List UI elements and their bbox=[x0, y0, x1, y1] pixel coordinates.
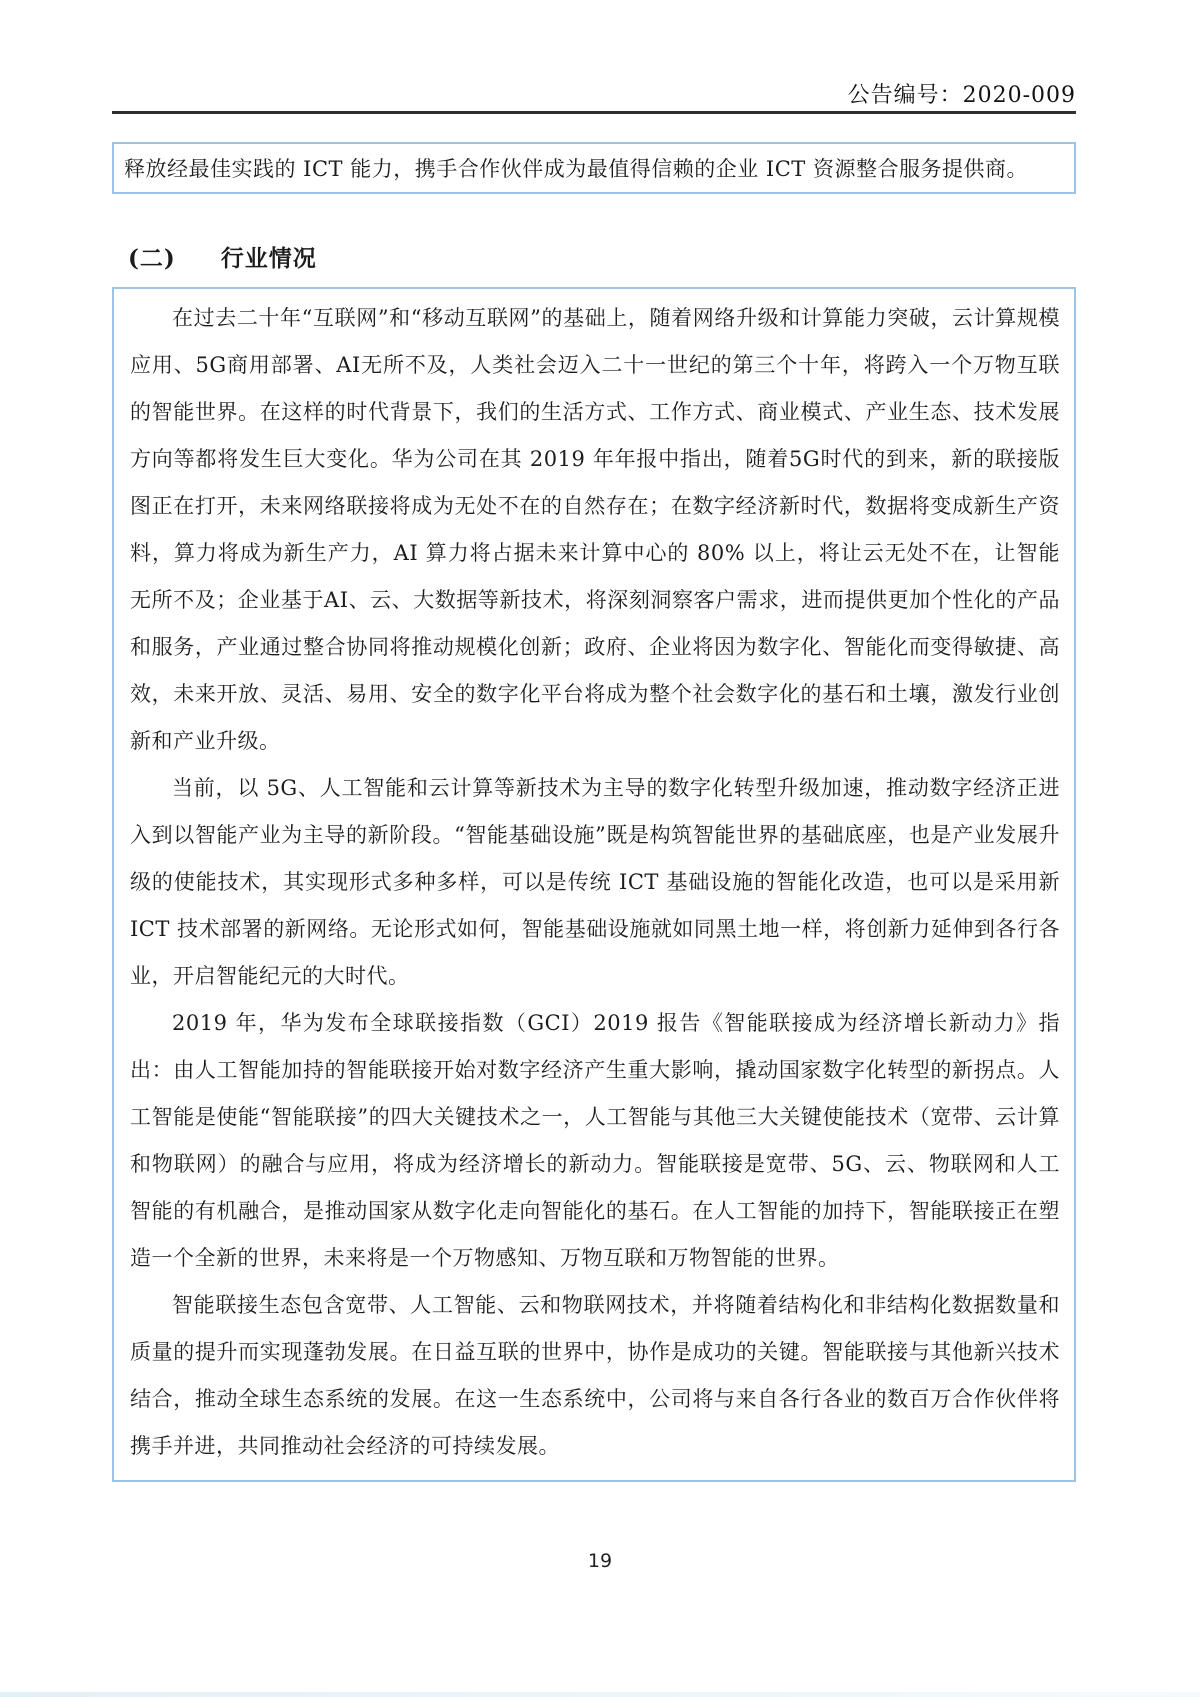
industry-overview-box bbox=[112, 287, 1076, 1482]
section-title: 行业情况 bbox=[220, 245, 317, 272]
page-footer bbox=[0, 1550, 1200, 1572]
mission-statement-text: 释放经最佳实践的 ICT 能力，携手合作伙伴成为最值得信赖的企业 ICT 资源整合服务提供商。 bbox=[124, 157, 1028, 181]
page-number: 19 bbox=[587, 1550, 613, 1572]
industry-paragraph-1: 在过去二十年“互联网”和“移动互联网”的基础上，随着网络升级和计算能力突破，云计算规模应用、5G商用部署、AI无所不及，人类社会迈入二十一世纪的第三个十年，将跨入一个万物互联的智能世界。在这样的时代背景下，我们的生活方式、工作方式、商业模式、产业生态、技术发展方向等都将发生巨大变化。华为公司在其 2019 年年报中指出，随着5G时代的到来，新的联接版图正在打开，未来网络联接将成为无处不在的自然存在；在数字经济新时代，数据将变成新生产资料，算力将成为新生产力，AI 算力将占据未来计算中心的 80% 以上，将让云无处不在，让智能无所不及；企业基于AI、云、大数据等新技术，将深刻洞察客户需求，进而提供更加个性化的产品和服务，产业通过整合协同将推动规模化创新；政府、企业将因为数字化、智能化而变得敏捷、高效，未来开放、灵活、易用、安全的数字化平台将成为整个社会数字化的基石和土壤，激发行业创新和产业升级。 bbox=[130, 306, 1060, 753]
industry-paragraph-2: 当前，以 5G、人工智能和云计算等新技术为主导的数字化转型升级加速，推动数字经济正进入到以智能产业为主导的新阶段。“智能基础设施”既是构筑智能世界的基础底座，也是产业发展升级的使能技术，其实现形式多种多样，可以是传统 ICT 基础设施的智能化改造，也可以是采用新 ICT 技术部署的新网络。无论形式如何，智能基础设施就如同黑土地一样，将创新力延伸到各行各业，开启智能纪元的大时代。 bbox=[130, 776, 1060, 988]
header-rule bbox=[112, 111, 1076, 114]
page-bottom-edge bbox=[0, 1692, 1200, 1697]
announcement-number: 公告编号：2020-009 bbox=[847, 83, 1076, 108]
industry-paragraph-3: 2019 年，华为发布全球联接指数（GCI）2019 报告《智能联接成为经济增长新动力》指出：由人工智能加持的智能联接开始对数字经济产生重大影响，撬动国家数字化转型的新拐点。人工智能是使能“智能联接”的四大关键技术之一，人工智能与其他三大关键使能技术（宽带、云计算和物联网）的融合与应用，将成为经济增长的新动力。智能联接是宽带、5G、云、物联网和人工智能的有机融合，是推动国家从数字化走向智能化的基石。在人工智能的加持下，智能联接正在塑造一个全新的世界，未来将是一个万物感知、万物互联和万物智能的世界。 bbox=[130, 1011, 1060, 1270]
mission-statement-box bbox=[112, 142, 1076, 194]
section-number: (二) bbox=[128, 245, 176, 272]
section-heading bbox=[128, 240, 317, 273]
industry-paragraph-4: 智能联接生态包含宽带、人工智能、云和物联网技术，并将随着结构化和非结构化数据数量和质量的提升而实现蓬勃发展。在日益互联的世界中，协作是成功的关键。智能联接与其他新兴技术结合，推动全球生态系统的发展。在这一生态系统中，公司将与来自各行各业的数百万合作伙伴将携手并进，共同推动社会经济的可持续发展。 bbox=[130, 1293, 1060, 1458]
page-header bbox=[848, 78, 1076, 109]
